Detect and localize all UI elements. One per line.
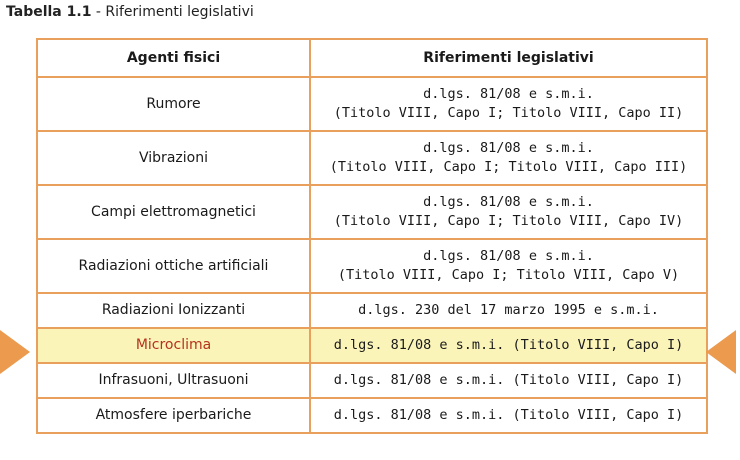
left-pointer-arrow-icon xyxy=(0,330,30,374)
reference-line-1: d.lgs. 81/08 e s.m.i. xyxy=(423,86,594,102)
reference-line-2: (Titolo VIII, Capo I; Titolo VIII, Capo II) xyxy=(333,105,684,121)
reference-line-2: (Titolo VIII, Capo I; Titolo VIII, Capo III) xyxy=(329,159,688,175)
table-row xyxy=(37,131,707,185)
table-row xyxy=(37,293,707,328)
caption-number: Tabella 1.1 xyxy=(6,4,92,20)
table-header-row xyxy=(37,39,707,77)
legislation-table-container xyxy=(36,38,706,434)
reference-cell xyxy=(310,239,707,293)
reference-cell: d.lgs. 81/08 e s.m.i. (Titolo VIII, Capo I) xyxy=(310,398,707,433)
table-row xyxy=(37,239,707,293)
reference-line-2: (Titolo VIII, Capo I; Titolo VIII, Capo IV) xyxy=(333,213,684,229)
reference-line-1: d.lgs. 81/08 e s.m.i. xyxy=(423,248,594,264)
reference-cell xyxy=(310,131,707,185)
reference-line-1: d.lgs. 81/08 e s.m.i. xyxy=(423,140,594,156)
agent-cell: Atmosfere iperbariche xyxy=(37,398,310,433)
reference-cell: d.lgs. 230 del 17 marzo 1995 e s.m.i. xyxy=(310,293,707,328)
reference-cell: d.lgs. 81/08 e s.m.i. (Titolo VIII, Capo I) xyxy=(310,328,707,363)
caption-title: Riferimenti legislativi xyxy=(105,4,254,20)
agent-cell: Radiazioni ottiche artificiali xyxy=(37,239,310,293)
agent-cell: Radiazioni Ionizzanti xyxy=(37,293,310,328)
header-agents: Agenti fisici xyxy=(37,39,310,77)
table-row xyxy=(37,398,707,433)
table-row xyxy=(37,77,707,131)
agent-cell: Vibrazioni xyxy=(37,131,310,185)
table-row xyxy=(37,363,707,398)
right-pointer-arrow-icon xyxy=(706,330,736,374)
reference-cell xyxy=(310,77,707,131)
legislation-table xyxy=(36,38,708,434)
reference-cell xyxy=(310,185,707,239)
table-caption xyxy=(6,2,254,22)
agent-cell: Rumore xyxy=(37,77,310,131)
caption-separator: - xyxy=(91,4,106,20)
reference-line-2: (Titolo VIII, Capo I; Titolo VIII, Capo V) xyxy=(337,267,680,283)
reference-cell: d.lgs. 81/08 e s.m.i. (Titolo VIII, Capo I) xyxy=(310,363,707,398)
agent-cell: Campi elettromagnetici xyxy=(37,185,310,239)
table-row-highlighted xyxy=(37,328,707,363)
table-row xyxy=(37,185,707,239)
reference-line-1: d.lgs. 81/08 e s.m.i. xyxy=(423,194,594,210)
agent-cell: Infrasuoni, Ultrasuoni xyxy=(37,363,310,398)
agent-cell: Microclima xyxy=(37,328,310,363)
header-references: Riferimenti legislativi xyxy=(310,39,707,77)
